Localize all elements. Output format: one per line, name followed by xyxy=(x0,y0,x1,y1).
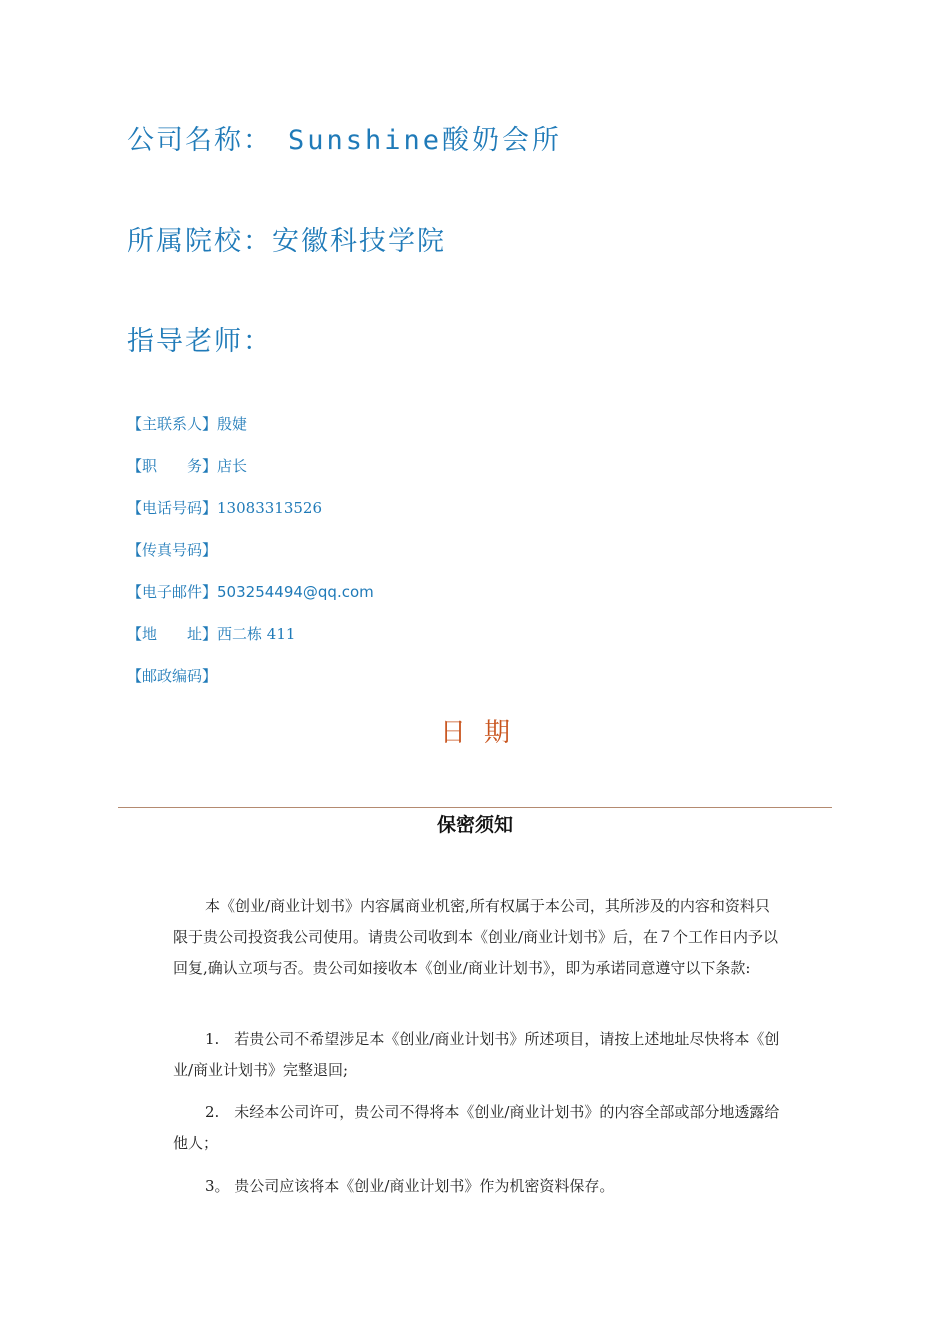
school-line xyxy=(127,219,446,258)
contact-label: 【邮政编码】 xyxy=(127,667,218,685)
contact-label: 【传真号码】 xyxy=(127,541,218,559)
company-name-line xyxy=(127,118,562,157)
contact-value: 13083313526 xyxy=(217,499,322,517)
contact-value: 西二栋 411 xyxy=(217,625,296,643)
advisor-line xyxy=(127,319,272,358)
contact-label: 【地 址】 xyxy=(127,625,218,643)
school-value: 安徽科技学院 xyxy=(272,226,446,257)
date-heading: 日期 xyxy=(439,718,528,748)
contact-address xyxy=(127,623,295,644)
contact-label: 【电话号码】 xyxy=(127,499,218,517)
contact-fax xyxy=(127,539,217,560)
contact-email-link[interactable]: 503254494@qq.com xyxy=(217,583,374,601)
advisor-label: 指导老师： xyxy=(127,326,272,357)
company-name-value: Sunshine酸奶会所 xyxy=(288,125,563,156)
contact-label: 【电子邮件】 xyxy=(127,583,218,601)
contact-phone xyxy=(127,497,322,518)
contact-position xyxy=(127,455,247,476)
divider xyxy=(118,807,832,808)
contact-label: 【职 务】 xyxy=(127,457,218,475)
notice-item-2: 2. 未经本公司许可，贵公司不得将本《创业/商业计划书》的内容全部或部分地透露给他人； xyxy=(173,1103,780,1152)
contact-email xyxy=(127,581,374,602)
contact-postcode xyxy=(127,665,217,686)
notice-item-3: 3。 贵公司应该将本《创业/商业计划书》作为机密资料保存。 xyxy=(205,1177,615,1195)
notice-item-1: 1. 若贵公司不希望涉足本《创业/商业计划书》所述项目，请按上述地址尽快将本《创业/商业计划书》完整退回; xyxy=(173,1030,780,1079)
school-label: 所属院校： xyxy=(127,226,272,257)
company-name-label: 公司名称： xyxy=(127,125,272,156)
notice-title: 保密须知 xyxy=(436,814,513,836)
notice-intro: 本《创业/商业计划书》内容属商业机密,所有权属于本公司，其所涉及的内容和资料只限于贵公司投资我公司使用。请贵公司收到本《创业/商业计划书》后，在７个工作日内予以回复,确认立项与否。贵公司如接收本《创业/商业计划书》，即为承诺同意遵守以下条款: xyxy=(173,897,779,977)
contact-primary xyxy=(127,413,247,434)
contact-label: 【主联系人】 xyxy=(127,415,218,433)
contact-value: 店长 xyxy=(217,457,248,475)
contact-value: 殷婕 xyxy=(217,415,248,433)
